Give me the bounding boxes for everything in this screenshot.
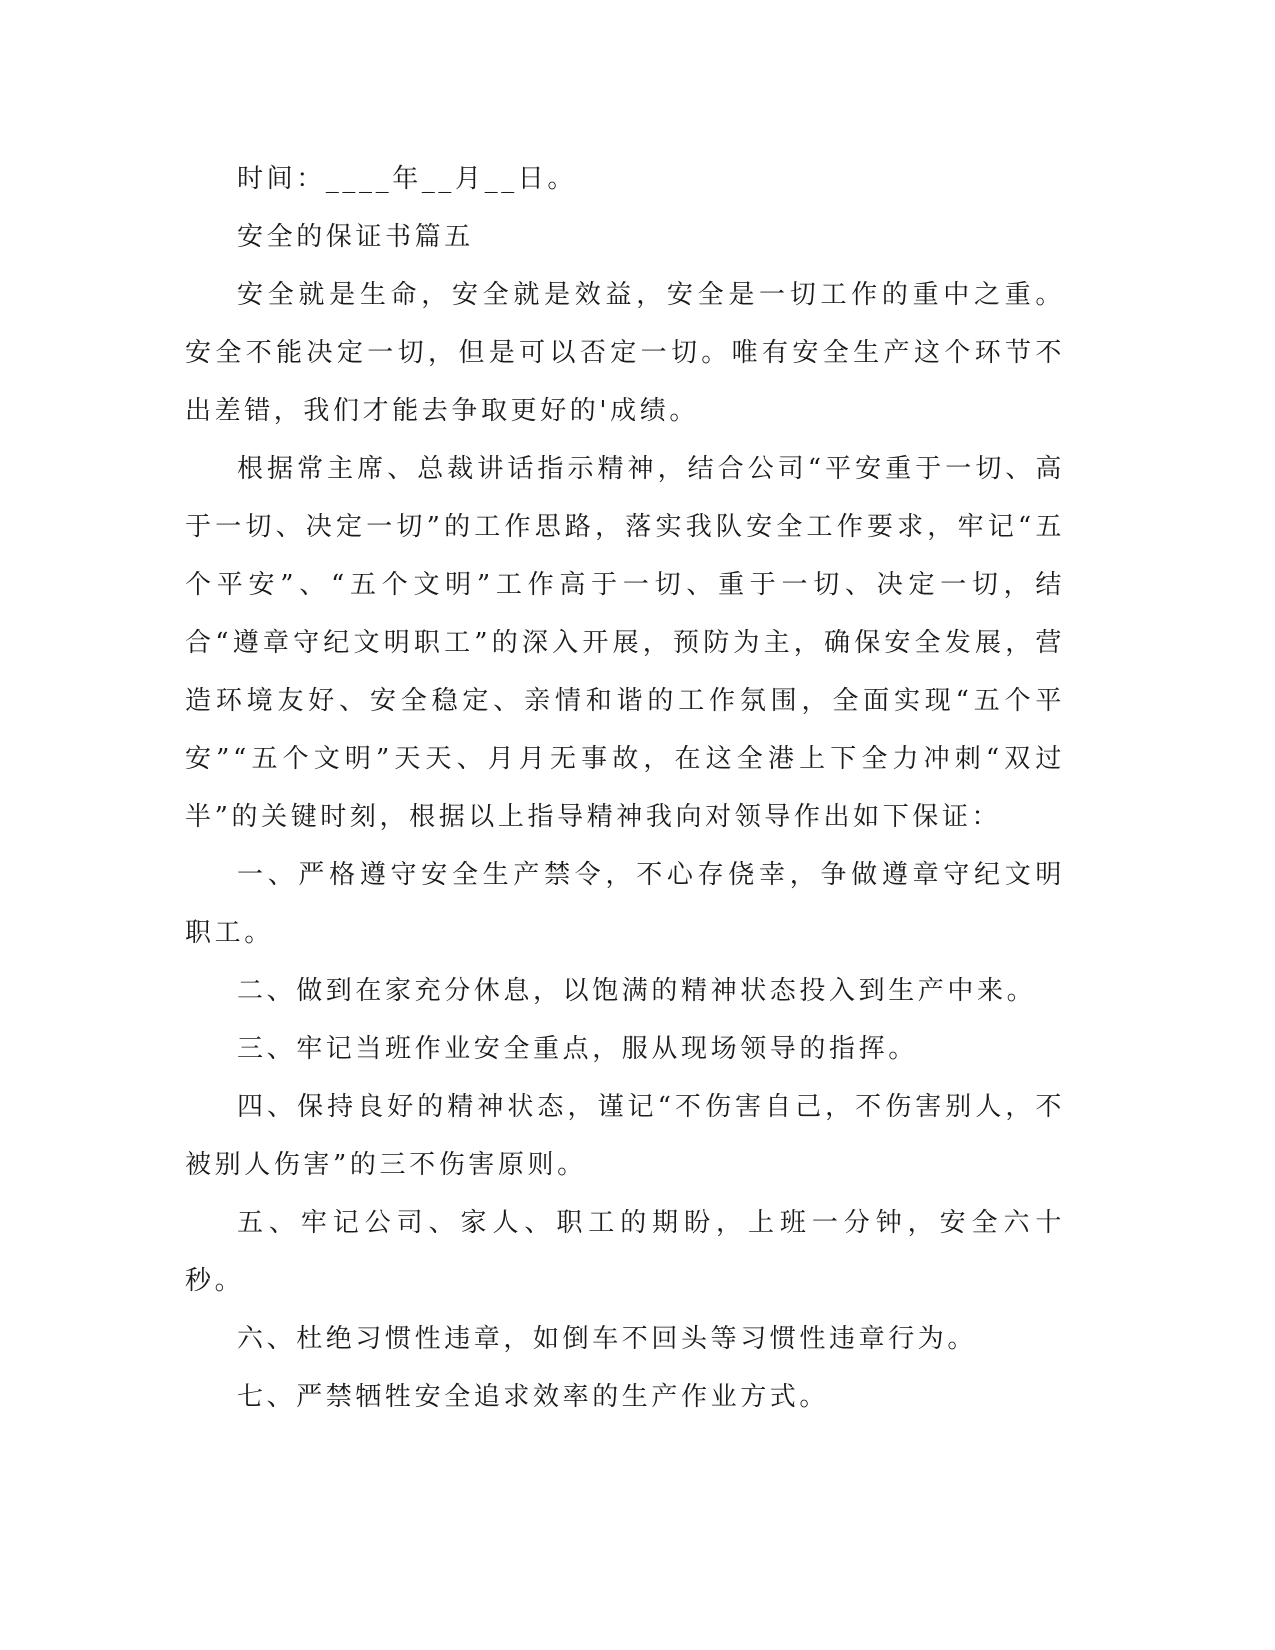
- pledge-item-3: 三、牢记当班作业安全重点，服从现场领导的指挥。: [237, 1034, 918, 1064]
- document-page: [185, 150, 1065, 1426]
- pledge-item-1: 一、严格遵守安全生产禁令，不心存侥幸，争做遵章守纪文明职工。: [185, 860, 1065, 948]
- pledge-item-4: 四、保持良好的精神状态，谨记“不伤害自己，不伤害别人，不被别人伤害”的三不伤害原则。: [185, 1092, 1065, 1180]
- pledge-item-2: 二、做到在家充分休息，以饱满的精神状态投入到生产中来。: [237, 976, 1037, 1006]
- pledge-item-7: 七、严禁牺牲安全追求效率的生产作业方式。: [237, 1382, 830, 1412]
- guidance-paragraph: 根据常主席、总裁讲话指示精神，结合公司“平安重于一切、高于一切、决定一切”的工作思路，落实我队安全工作要求，牢记“五个平安”、“五个文明”工作高于一切、重于一切、决定一切，结合“遵章守纪文明职工”的深入开展，预防为主，确保安全发展，营造环境友好、安全稳定、亲情和谐的工作氛围，全面实现“五个平安”“五个文明”天天、月月无事故，在这全港上下全力冲刺“双过半”的关键时刻，根据以上指导精神我向对领导作出如下保证：: [185, 454, 1065, 832]
- section-title: 安全的保证书篇五: [237, 222, 474, 252]
- date-line: 时间：____年__月__日。: [237, 164, 578, 194]
- intro-paragraph: 安全就是生命，安全就是效益，安全是一切工作的重中之重。安全不能决定一切，但是可以否定一切。唯有安全生产这个环节不出差错，我们才能去争取更好的'成绩。: [185, 280, 1065, 426]
- pledge-item-5: 五、牢记公司、家人、职工的期盼，上班一分钟，安全六十秒。: [185, 1208, 1065, 1296]
- pledge-item-6: 六、杜绝习惯性违章，如倒车不回头等习惯性违章行为。: [237, 1324, 978, 1354]
